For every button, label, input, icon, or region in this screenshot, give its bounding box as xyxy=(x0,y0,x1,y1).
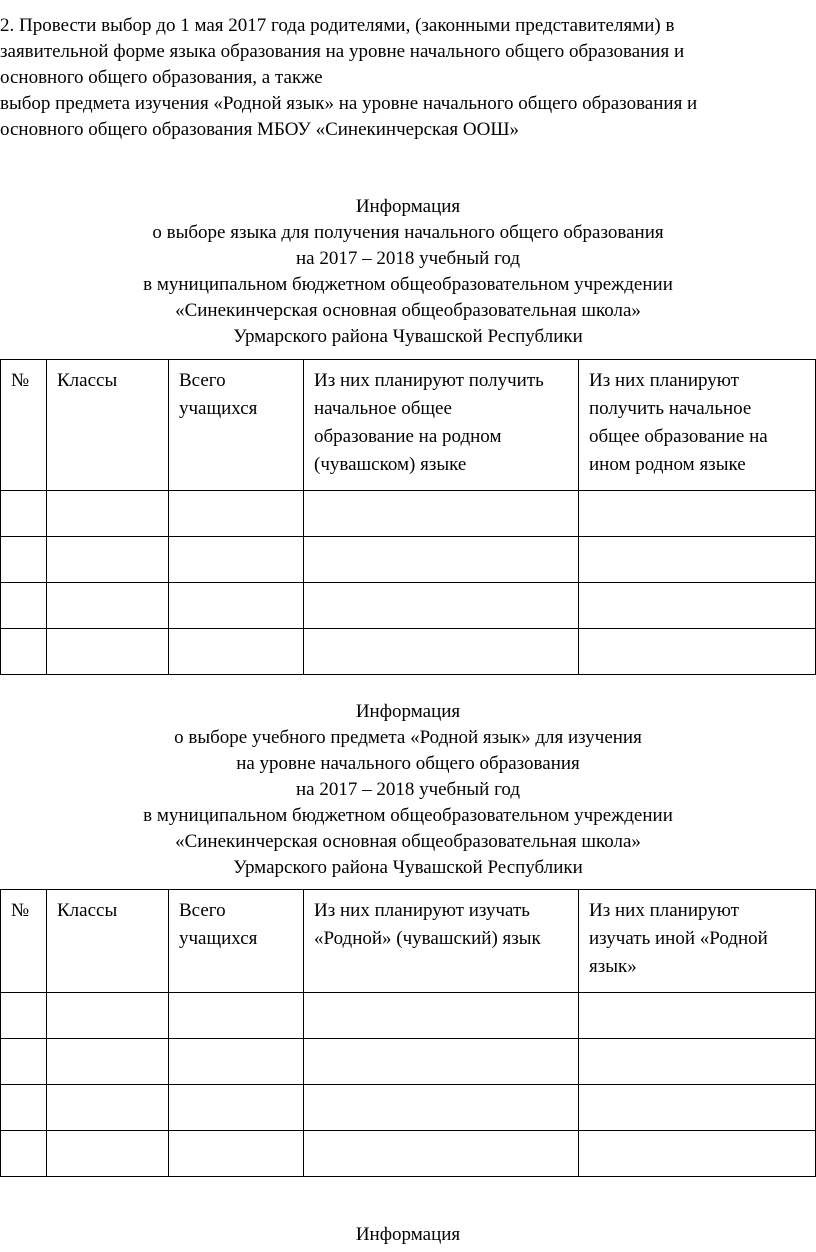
empty-cell xyxy=(169,583,304,629)
heading-line: о выборе языка для получения начального общего образования xyxy=(152,222,664,243)
section2-heading xyxy=(0,699,816,881)
heading-line: Урмарского района Чувашской Республики xyxy=(233,326,583,347)
empty-cell xyxy=(47,583,169,629)
table-row xyxy=(1,1085,816,1131)
empty-cell xyxy=(169,491,304,537)
intro-line: основного общего образования, а также xyxy=(0,67,323,88)
empty-cell xyxy=(304,491,579,537)
heading-line: на 2017 – 2018 учебный год xyxy=(295,779,521,800)
header-text-line: Всего xyxy=(179,370,226,391)
heading-line: на уровне начального общего образования xyxy=(236,753,580,774)
empty-cell xyxy=(47,491,169,537)
empty-cell xyxy=(47,1131,169,1177)
header-total-students xyxy=(169,360,304,491)
empty-cell xyxy=(1,583,47,629)
table-header-row xyxy=(1,360,816,491)
heading-line: «Синекинчерская основная общеобразовательная школа» xyxy=(175,831,641,852)
table-row xyxy=(1,1131,816,1177)
language-choice-table xyxy=(0,359,816,675)
header-text-line: (чувашском) языке xyxy=(314,454,467,475)
header-text-line: учащихся xyxy=(179,928,258,949)
empty-cell xyxy=(1,1039,47,1085)
empty-cell xyxy=(169,1131,304,1177)
header-text-line: учащихся xyxy=(179,398,258,419)
empty-cell xyxy=(579,583,816,629)
empty-cell xyxy=(579,1085,816,1131)
header-text-line: Всего xyxy=(179,900,226,921)
empty-cell xyxy=(579,1131,816,1177)
empty-cell xyxy=(169,1085,304,1131)
empty-cell xyxy=(579,993,816,1039)
intro-line: основного общего образования МБОУ «Синекинчерская ООШ» xyxy=(0,119,519,140)
intro-line: заявительной форме языка образования на уровне начального общего образования и xyxy=(0,41,685,62)
header-text-line: Из них планируют xyxy=(589,900,739,921)
empty-cell xyxy=(1,1131,47,1177)
header-text-line: Классы xyxy=(57,900,118,921)
header-study-other-native xyxy=(579,890,816,993)
table-row xyxy=(1,583,816,629)
empty-cell xyxy=(304,583,579,629)
empty-cell xyxy=(1,629,47,675)
heading-line: на 2017 – 2018 учебный год xyxy=(295,248,521,269)
heading-line: в муниципальном бюджетном общеобразовательном учреждении xyxy=(143,274,673,295)
empty-cell xyxy=(169,1039,304,1085)
intro-line: выбор предмета изучения «Родной язык» на уровне начального общего образования и xyxy=(0,93,698,114)
table-row xyxy=(1,1039,816,1085)
empty-cell xyxy=(47,1039,169,1085)
empty-cell xyxy=(169,537,304,583)
header-native-chuvash xyxy=(304,360,579,491)
header-text-line: язык» xyxy=(589,956,637,977)
empty-cell xyxy=(579,629,816,675)
header-number xyxy=(1,890,47,993)
header-classes xyxy=(47,890,169,993)
empty-cell xyxy=(1,491,47,537)
header-text-line: Классы xyxy=(57,370,118,391)
table-row xyxy=(1,993,816,1039)
heading-line: Информация xyxy=(355,1224,461,1245)
empty-cell xyxy=(47,993,169,1039)
header-other-native xyxy=(579,360,816,491)
header-text-line: Из них планируют получить xyxy=(314,370,544,391)
heading-line: Информация xyxy=(355,196,461,217)
header-study-chuvash xyxy=(304,890,579,993)
empty-cell xyxy=(579,1039,816,1085)
header-text-line: № xyxy=(11,900,30,921)
heading-line: «Синекинчерская основная общеобразовательная школа» xyxy=(175,300,641,321)
header-text-line: начальное общее xyxy=(314,398,452,419)
header-text-line: Из них планируют xyxy=(589,370,739,391)
empty-cell xyxy=(304,993,579,1039)
header-text-line: получить начальное xyxy=(589,398,752,419)
section1-heading xyxy=(0,194,816,350)
table-header-row xyxy=(1,890,816,993)
intro-paragraph xyxy=(0,13,816,143)
table-row xyxy=(1,629,816,675)
empty-cell xyxy=(47,1085,169,1131)
header-text-line: общее образование на xyxy=(589,426,768,447)
heading-line: Информация xyxy=(355,701,461,722)
empty-cell xyxy=(579,491,816,537)
section3-heading xyxy=(0,1222,816,1248)
empty-cell xyxy=(304,1085,579,1131)
intro-line: 2. Провести выбор до 1 мая 2017 года родителями, (законными представителями) в xyxy=(0,15,675,36)
header-text-line: «Родной» (чувашский) язык xyxy=(314,928,541,949)
subject-choice-table xyxy=(0,889,816,1177)
heading-line: в муниципальном бюджетном общеобразовательном учреждении xyxy=(143,805,673,826)
header-classes xyxy=(47,360,169,491)
heading-line: Урмарского района Чувашской Республики xyxy=(233,857,583,878)
header-text-line: Из них планируют изучать xyxy=(314,900,530,921)
table-row xyxy=(1,491,816,537)
empty-cell xyxy=(47,537,169,583)
heading-line: о выборе учебного предмета «Родной язык» для изучения xyxy=(174,727,642,748)
header-text-line: ином родном языке xyxy=(589,454,746,475)
empty-cell xyxy=(1,993,47,1039)
empty-cell xyxy=(304,1039,579,1085)
header-total-students xyxy=(169,890,304,993)
empty-cell xyxy=(1,1085,47,1131)
header-text-line: изучать иной «Родной xyxy=(589,928,768,949)
header-number xyxy=(1,360,47,491)
empty-cell xyxy=(304,537,579,583)
empty-cell xyxy=(304,629,579,675)
empty-cell xyxy=(304,1131,579,1177)
header-text-line: образование на родном xyxy=(314,426,502,447)
empty-cell xyxy=(579,537,816,583)
empty-cell xyxy=(169,629,304,675)
empty-cell xyxy=(1,537,47,583)
empty-cell xyxy=(47,629,169,675)
table-row xyxy=(1,537,816,583)
header-text-line: № xyxy=(11,370,30,391)
empty-cell xyxy=(169,993,304,1039)
